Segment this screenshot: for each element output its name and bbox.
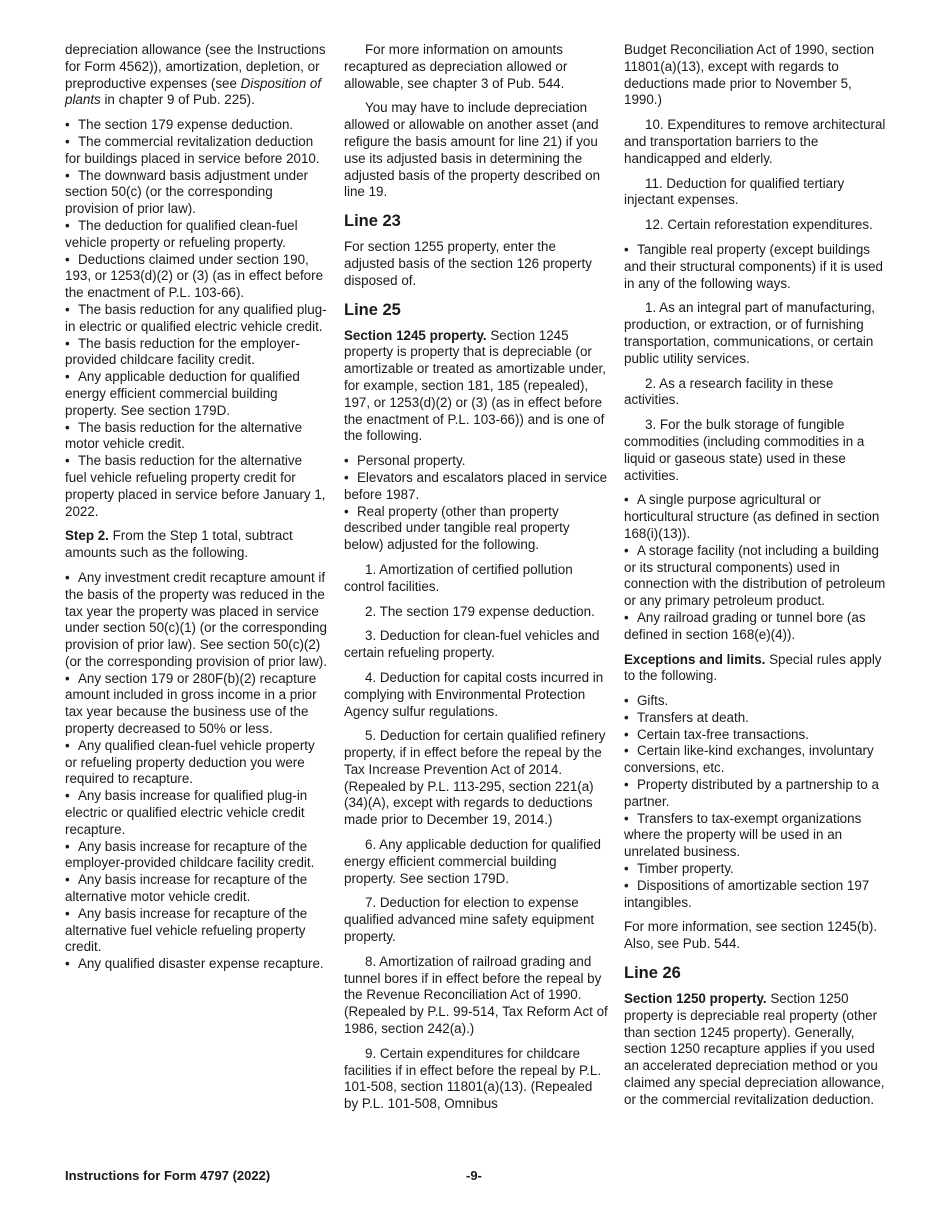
bullet-item: • The commercial revitalization deduction for buildings placed in service before 2010.: [65, 134, 327, 168]
paragraph: 10. Expenditures to remove architectural and transportation barriers to the handicapped and elderly.: [624, 117, 886, 166]
bullet-item: • The downward basis adjustment under section 50(c) (or the corresponding provision of prior law).: [65, 168, 327, 218]
bullet-item: • Any qualified disaster expense recapture.: [65, 956, 327, 973]
bullet-item: • Any qualified clean-fuel vehicle property or refueling property deduction you were required to recapture.: [65, 738, 327, 788]
bullet-item: • Any section 179 or 280F(b)(2) recapture amount included in gross income in a prior tax year because the business use of the property decreased to 50% or less.: [65, 671, 327, 738]
paragraph: 1. As an integral part of manufacturing, production, or extraction, or of furnishing transportation, communications, or certain public utility services.: [624, 300, 876, 366]
paragraph-with-lead: [344, 328, 608, 446]
paragraph: 12. Certain reforestation expenditures.: [645, 217, 873, 233]
section-heading: Line 25: [344, 300, 401, 319]
column-1: [65, 42, 327, 973]
bullet-item: • The section 179 expense deduction.: [65, 117, 327, 134]
bullet-item: • Any railroad grading or tunnel bore (as defined in section 168(e)(4)).: [624, 610, 886, 644]
section-heading: Line 23: [344, 212, 401, 231]
paragraph: For more information on amounts recaptured as depreciation allowed or allowable, see chapter 3 of Pub. 544.: [344, 42, 568, 91]
column-3: [624, 42, 886, 1109]
bullet-item: • Certain like-kind exchanges, involuntary conversions, etc.: [624, 743, 886, 777]
column-2: [344, 42, 608, 1113]
bullet-item: • A storage facility (not including a building or its structural components) used in connection with the distribution of petroleum or any primary petroleum product.: [624, 543, 886, 610]
paragraph: 1. Amortization of certified pollution control facilities.: [344, 561, 573, 594]
bullet-item: • The basis reduction for the employer-provided childcare facility credit.: [65, 336, 327, 370]
bullet-item: • Any applicable deduction for qualified energy efficient commercial building property. See section 179D.: [65, 369, 327, 419]
paragraph-text: depreciation allowance (see the Instructions for Form 4562)), amortization, depletion, or preproductive expenses (see: [65, 42, 326, 91]
bullet-item: • The basis reduction for the alternative motor vehicle credit.: [65, 420, 327, 454]
paragraph: 9. Certain expenditures for childcare facilities if in effect before the repeal by P.L. 101-508, section 11801(a)(13). (Repealed by P.L. 101-508, Omnibus: [344, 1045, 602, 1112]
paragraph: 2. As a research facility in these activities.: [624, 375, 834, 408]
bullet-item: • Deductions claimed under section 190, 193, or 1253(d)(2) or (3) (as in effect before the enactment of P.L. 103-66).: [65, 252, 327, 302]
bullet-item: • The deduction for qualified clean-fuel vehicle property or refueling property.: [65, 218, 327, 252]
paragraph-text: in chapter 9 of Pub. 225).: [100, 92, 255, 108]
bullet-item: • Timber property.: [624, 861, 886, 878]
paragraph: 6. Any applicable deduction for qualified energy efficient commercial building property. See section 179D.: [344, 837, 601, 886]
paragraph: 5. Deduction for certain qualified refinery property, if in effect before the repeal by the Tax Increase Prevention Act of 2014. (Repealed by P.L. 113-295, section 221(a)(34)(A), except with regards to deductions made prior to December 19, 2014.): [344, 728, 606, 828]
bullet-item: • Any basis increase for qualified plug-in electric or qualified electric vehicle credit recapture.: [65, 788, 327, 838]
paragraph: 3. For the bulk storage of fungible commodities (including commodities in a liquid or gaseous state) used in these activities.: [624, 417, 865, 483]
bullet-item: • Elevators and escalators placed in service before 1987.: [344, 470, 608, 504]
bullet-item: • Any basis increase for recapture of the employer-provided childcare facility credit.: [65, 839, 327, 873]
bullet-item: • Certain tax-free transactions.: [624, 727, 886, 744]
bullet-item: • Transfers to tax-exempt organizations where the property will be used in an unrelated business.: [624, 811, 886, 861]
bullet-item: • Tangible real property (except buildings and their structural components) if it is used in any of the following ways.: [624, 242, 886, 292]
paragraph: For more information, see section 1245(b). Also, see Pub. 544.: [624, 919, 878, 952]
run-in-heading: Exceptions and limits.: [624, 651, 766, 667]
bullet-item: • A single purpose agricultural or horticultural structure (as defined in section 168(i)(13)).: [624, 492, 886, 542]
paragraph-with-lead: [624, 991, 886, 1109]
bullet-item: • Property distributed by a partnership to a partner.: [624, 777, 886, 811]
paragraph: Budget Reconciliation Act of 1990, section 11801(a)(13), except with regards to deductions made prior to November 5, 1990.): [624, 42, 875, 108]
bullet-item: • Transfers at death.: [624, 710, 886, 727]
footer-form-title: Instructions for Form 4797 (2022): [65, 1168, 271, 1183]
bullet-item: • The basis reduction for the alternative fuel vehicle refueling property credit for property placed in service before January 1, 2022.: [65, 453, 327, 520]
paragraph-with-lead: [65, 528, 327, 562]
paragraph-text: From the Step 1 total, subtract amounts such as the following.: [65, 528, 293, 561]
section-heading: Line 26: [624, 964, 681, 983]
publication-title: Disposition of plants: [65, 75, 322, 108]
paragraph: [65, 42, 327, 109]
paragraph: For section 1255 property, enter the adjusted basis of the section 126 property disposed of.: [344, 239, 592, 288]
paragraph: 3. Deduction for clean-fuel vehicles and certain refueling property.: [344, 628, 600, 661]
paragraph: 2. The section 179 expense deduction.: [365, 603, 595, 619]
run-in-heading: Step 2.: [65, 528, 109, 544]
bullet-item: • Real property (other than property described under tangible real property below) adjusted for the following.: [344, 504, 608, 554]
bullet-item: • Any investment credit recapture amount if the basis of the property was reduced in the tax year the property was placed in service under section 50(c)(1) (or the corresponding provision of prior law). See section 50(c)(2) (or the corresponding provision of prior law).: [65, 570, 327, 671]
bullet-item: • Gifts.: [624, 693, 886, 710]
paragraph: 7. Deduction for election to expense qualified advanced mine safety equipment property.: [344, 895, 595, 945]
run-in-heading: Section 1250 property.: [624, 991, 767, 1007]
paragraph: You may have to include depreciation allowed or allowable on another asset (and refigure the basis amount for line 21) if you use its adjusted basis in determining the adjusted basis of the property described on line 19.: [344, 100, 601, 200]
run-in-heading: Section 1245 property.: [344, 327, 487, 343]
page-number: -9-: [466, 1168, 482, 1183]
paragraph: 8. Amortization of railroad grading and tunnel bores if in effect before the repeal by the Revenue Reconciliation Act of 1990. (Repealed by P.L. 99-514, Tax Reform Act of 1986, section 242(a).): [344, 953, 608, 1037]
bullet-item: • Any basis increase for recapture of the alternative motor vehicle credit.: [65, 872, 327, 906]
paragraph: 11. Deduction for qualified tertiary injectant expenses.: [624, 175, 845, 208]
paragraph-with-lead: [624, 652, 886, 686]
bullet-item: • Personal property.: [344, 453, 608, 470]
bullet-item: • Dispositions of amortizable section 197 intangibles.: [624, 878, 886, 912]
bullet-item: • The basis reduction for any qualified plug-in electric or qualified electric vehicle credit.: [65, 302, 327, 336]
paragraph-text: Section 1250 property is depreciable real property (other than section 1245 property). Generally, section 1250 recapture applies if you used an accelerated depreciation method or you claimed any special depreciation allowance, or the commercial revitalization deduction.: [624, 991, 885, 1107]
paragraph-text: Special rules apply to the following.: [624, 651, 882, 684]
paragraph: 4. Deduction for capital costs incurred in complying with Environmental Protection Agency sulfur regulations.: [344, 669, 604, 719]
paragraph-text: Section 1245 property is property that is depreciable (or amortizable or treated as amortizable under, for example, section 181, 185 (repealed), 197, or 1253(d)(2) or (3) (as in effect before the enactment of P.L. 103-66)) and is one of the following.: [344, 327, 606, 444]
bullet-item: • Any basis increase for recapture of the alternative fuel vehicle refueling property credit.: [65, 906, 327, 956]
